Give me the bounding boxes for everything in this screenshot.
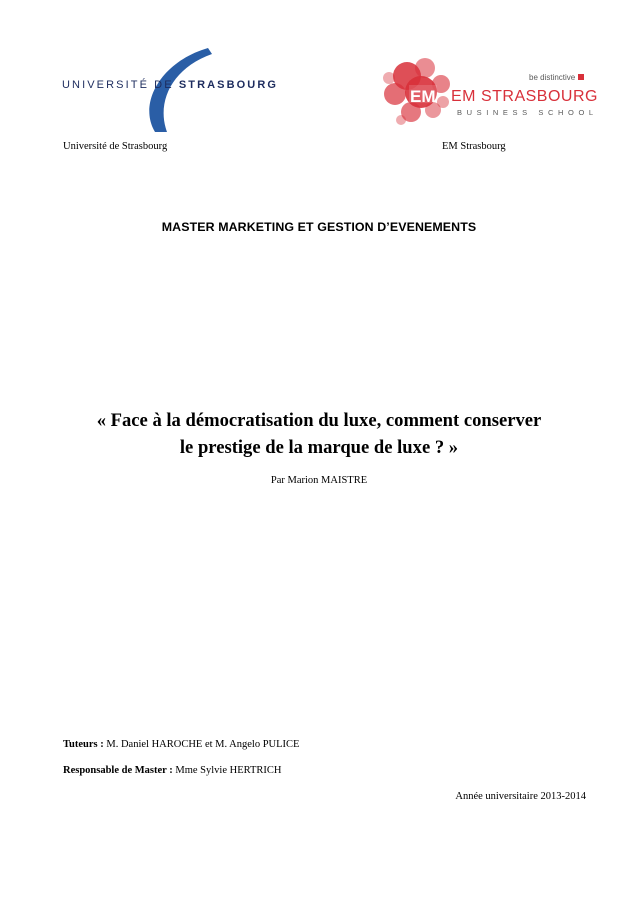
thesis-title-line-1: « Face à la démocratisation du luxe, comment conserver [96, 410, 542, 431]
institution-left: Université de Strasbourg [63, 141, 168, 152]
master-responsible-value: Mme Sylvie HERTRICH [172, 765, 282, 776]
em-strasbourg-logo [381, 54, 598, 130]
ems-tagline: be distinctive [529, 73, 576, 82]
uds-logo-text-regular: UNIVERSITÉ DE [62, 79, 179, 91]
tutors-value: M. Daniel HAROCHE et M. Angelo PULICE [103, 739, 300, 750]
thesis-title [50, 407, 588, 461]
master-responsible-line [63, 765, 282, 776]
master-title: MASTER MARKETING ET GESTION D’EVENEMENTS [161, 220, 477, 234]
ems-subtitle: BUSINESS SCHOOL [457, 108, 598, 117]
tutors-line [63, 739, 299, 750]
ems-name: EM STRASBOURG [451, 88, 598, 105]
tutors-label: Tuteurs : [63, 739, 104, 750]
svg-text:UNIVERSITÉ DE STRASBOURG [62, 78, 278, 91]
institution-right: EM Strasbourg [442, 141, 506, 152]
master-responsible-label: Responsable de Master : [63, 765, 173, 776]
author: Par Marion MAISTRE [270, 475, 368, 486]
thesis-title-line-2: le prestige de la marque de luxe ? » [179, 437, 459, 458]
academic-year: Année universitaire 2013-2014 [455, 791, 586, 802]
uds-logo-text-bold: STRASBOURG [178, 79, 279, 91]
ems-logo-icon [381, 54, 598, 130]
ems-square-icon [578, 74, 584, 80]
ems-monogram: EM [410, 87, 436, 106]
uds-arc-icon [60, 44, 279, 136]
universite-strasbourg-logo [60, 44, 279, 136]
